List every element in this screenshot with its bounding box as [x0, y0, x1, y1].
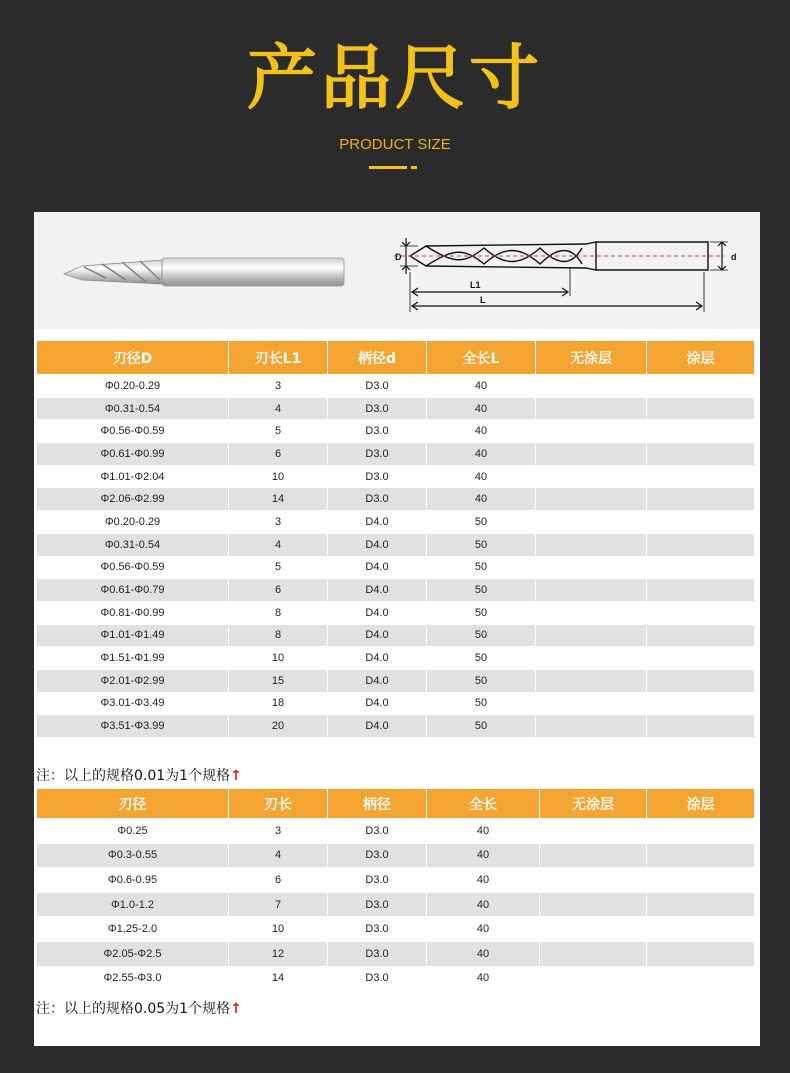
cell-total-length: 40	[427, 420, 536, 443]
col-header-shank-diameter: 柄径	[328, 789, 427, 819]
cell-blade-diameter: Φ0.61-Φ0.99	[37, 443, 229, 466]
cell-uncoated	[536, 443, 647, 466]
cell-uncoated	[540, 819, 647, 844]
cell-blade-diameter: Φ0.20-0.29	[37, 375, 229, 398]
cell-coated	[647, 819, 755, 844]
table-row	[37, 601, 755, 624]
title-accent-bar-dot	[411, 166, 417, 169]
cell-total-length: 40	[427, 892, 540, 917]
cell-coated	[647, 511, 755, 534]
table-row	[37, 375, 755, 398]
col-header-blade-diameter: 刃径	[37, 789, 229, 819]
cell-blade-diameter: Φ1.01-Φ2.04	[37, 465, 229, 488]
cell-total-length: 50	[427, 556, 536, 579]
col-header-uncoated: 无涂层	[540, 789, 647, 819]
table-row	[37, 465, 755, 488]
col-header-blade-diameter: 刃径D	[37, 341, 229, 375]
cell-blade-length: 20	[229, 715, 328, 738]
table-row	[37, 420, 755, 443]
cell-total-length: 40	[427, 966, 540, 991]
cell-shank-diameter: D3.0	[328, 819, 427, 844]
cell-blade-length: 12	[229, 941, 328, 966]
spec-table-2	[36, 788, 755, 991]
cell-blade-length: 5	[229, 556, 328, 579]
cell-shank-diameter: D3.0	[328, 966, 427, 991]
cell-blade-diameter: Φ0.31-0.54	[37, 397, 229, 420]
table-row	[37, 819, 755, 844]
cell-blade-length: 4	[229, 397, 328, 420]
cell-uncoated	[536, 533, 647, 556]
cell-total-length: 50	[427, 647, 536, 670]
cell-blade-length: 15	[229, 669, 328, 692]
table-row	[37, 397, 755, 420]
cell-total-length: 50	[427, 715, 536, 738]
cell-total-length: 50	[427, 511, 536, 534]
cell-blade-length: 14	[229, 966, 328, 991]
col-header-coated: 涂层	[647, 789, 755, 819]
label-D: D	[395, 252, 402, 262]
cell-shank-diameter: D3.0	[328, 465, 427, 488]
cell-blade-length: 10	[229, 647, 328, 670]
table-row	[37, 647, 755, 670]
cell-coated	[647, 420, 755, 443]
cell-total-length: 40	[427, 488, 536, 511]
cell-coated	[647, 465, 755, 488]
cell-blade-length: 14	[229, 488, 328, 511]
cell-blade-length: 8	[229, 624, 328, 647]
cell-blade-diameter: Φ0.61-Φ0.79	[37, 579, 229, 602]
cell-coated	[647, 443, 755, 466]
spec-table-1	[36, 340, 755, 738]
cell-coated	[647, 556, 755, 579]
cell-uncoated	[536, 647, 647, 670]
cell-coated	[647, 941, 755, 966]
cell-total-length: 40	[427, 375, 536, 398]
cell-coated	[647, 692, 755, 715]
table-row	[37, 669, 755, 692]
cell-blade-length: 18	[229, 692, 328, 715]
table-row	[37, 715, 755, 738]
spec-note-2	[36, 998, 242, 1018]
cell-total-length: 40	[427, 465, 536, 488]
table-row	[37, 624, 755, 647]
cell-coated	[647, 579, 755, 602]
cell-total-length: 50	[427, 533, 536, 556]
cell-uncoated	[536, 420, 647, 443]
cell-coated	[647, 917, 755, 942]
cell-blade-diameter: Φ0.3-0.55	[37, 843, 229, 868]
cell-uncoated	[536, 511, 647, 534]
cell-uncoated	[536, 624, 647, 647]
cell-coated	[647, 966, 755, 991]
cell-shank-diameter: D4.0	[328, 511, 427, 534]
cell-coated	[647, 892, 755, 917]
cell-blade-diameter: Φ2.06-Φ2.99	[37, 488, 229, 511]
cell-coated	[647, 669, 755, 692]
cell-shank-diameter: D4.0	[328, 624, 427, 647]
cell-shank-diameter: D3.0	[328, 941, 427, 966]
cell-blade-length: 3	[229, 819, 328, 844]
cell-blade-diameter: Φ2.01-Φ2.99	[37, 669, 229, 692]
cell-blade-diameter: Φ0.20-0.29	[37, 511, 229, 534]
drill-diagram	[34, 212, 760, 329]
cell-total-length: 40	[427, 843, 540, 868]
cell-blade-length: 3	[229, 375, 328, 398]
cell-uncoated	[540, 966, 647, 991]
page-title: 产品尺寸	[247, 37, 543, 119]
cell-total-length: 40	[427, 868, 540, 893]
cell-blade-length: 10	[229, 465, 328, 488]
cell-blade-length: 6	[229, 443, 328, 466]
col-header-total-length: 全长	[427, 789, 540, 819]
cell-uncoated	[536, 556, 647, 579]
spec-panel	[34, 212, 760, 1046]
cell-uncoated	[540, 892, 647, 917]
cell-total-length: 50	[427, 669, 536, 692]
cell-shank-diameter: D3.0	[328, 843, 427, 868]
cell-uncoated	[536, 669, 647, 692]
cell-shank-diameter: D4.0	[328, 692, 427, 715]
cell-coated	[647, 868, 755, 893]
table-row	[37, 556, 755, 579]
title-accent-bar	[369, 166, 407, 169]
cell-blade-diameter: Φ1.25-2.0	[37, 917, 229, 942]
cell-blade-length: 8	[229, 601, 328, 624]
drill-technical-drawing	[394, 238, 728, 312]
cell-uncoated	[536, 579, 647, 602]
cell-blade-length: 10	[229, 917, 328, 942]
cell-blade-length: 4	[229, 533, 328, 556]
cell-uncoated	[536, 465, 647, 488]
page-subtitle: PRODUCT SIZE	[339, 136, 451, 153]
cell-uncoated	[540, 917, 647, 942]
cell-coated	[647, 624, 755, 647]
cell-shank-diameter: D3.0	[328, 917, 427, 942]
cell-blade-diameter: Φ0.56-Φ0.59	[37, 556, 229, 579]
cell-shank-diameter: D4.0	[328, 647, 427, 670]
table-row	[37, 533, 755, 556]
cell-coated	[647, 843, 755, 868]
cell-blade-length: 6	[229, 868, 328, 893]
table-row	[37, 692, 755, 715]
cell-uncoated	[536, 715, 647, 738]
cell-coated	[647, 533, 755, 556]
table-row	[37, 868, 755, 893]
cell-shank-diameter: D3.0	[328, 488, 427, 511]
cell-blade-diameter: Φ1.0-1.2	[37, 892, 229, 917]
table-row	[37, 917, 755, 942]
col-header-total-length: 全长L	[427, 341, 536, 375]
cell-blade-diameter: Φ0.56-Φ0.59	[37, 420, 229, 443]
cell-shank-diameter: D4.0	[328, 556, 427, 579]
cell-blade-diameter: Φ0.31-0.54	[37, 533, 229, 556]
table-row	[37, 892, 755, 917]
cell-shank-diameter: D4.0	[328, 579, 427, 602]
cell-coated	[647, 397, 755, 420]
note-text: 注：以上的规格0.01为1个规格	[36, 768, 231, 784]
cell-uncoated	[536, 601, 647, 624]
col-header-blade-length: 刃长L1	[229, 341, 328, 375]
cell-blade-length: 7	[229, 892, 328, 917]
up-arrow-icon: ↑	[230, 768, 242, 784]
table-row	[37, 966, 755, 991]
cell-uncoated	[536, 397, 647, 420]
table-row	[37, 579, 755, 602]
cell-blade-diameter: Φ2.05-Φ2.5	[37, 941, 229, 966]
col-header-coated: 涂层	[647, 341, 755, 375]
cell-blade-diameter: Φ0.6-0.95	[37, 868, 229, 893]
cell-shank-diameter: D3.0	[328, 892, 427, 917]
cell-coated	[647, 715, 755, 738]
cell-coated	[647, 601, 755, 624]
cell-blade-length: 3	[229, 511, 328, 534]
cell-total-length: 50	[427, 692, 536, 715]
cell-shank-diameter: D3.0	[328, 420, 427, 443]
cell-shank-diameter: D4.0	[328, 533, 427, 556]
cell-shank-diameter: D3.0	[328, 397, 427, 420]
cell-blade-diameter: Φ1.51-Φ1.99	[37, 647, 229, 670]
table-row	[37, 488, 755, 511]
table-row	[37, 511, 755, 534]
label-L1: L1	[470, 280, 481, 290]
col-header-uncoated: 无涂层	[536, 341, 647, 375]
cell-uncoated	[536, 375, 647, 398]
label-L: L	[480, 295, 486, 305]
cell-coated	[647, 647, 755, 670]
cell-total-length: 50	[427, 601, 536, 624]
table-row	[37, 941, 755, 966]
cell-total-length: 50	[427, 579, 536, 602]
cell-uncoated	[536, 488, 647, 511]
cell-total-length: 40	[427, 397, 536, 420]
cell-total-length: 40	[427, 819, 540, 844]
note-text: 注：以上的规格0.05为1个规格	[36, 1001, 231, 1017]
cell-coated	[647, 375, 755, 398]
cell-total-length: 40	[427, 443, 536, 466]
cell-blade-length: 6	[229, 579, 328, 602]
cell-coated	[647, 488, 755, 511]
cell-total-length: 40	[427, 941, 540, 966]
cell-shank-diameter: D3.0	[328, 375, 427, 398]
col-header-blade-length: 刃长	[229, 789, 328, 819]
table-header-row	[37, 789, 755, 819]
cell-shank-diameter: D4.0	[328, 715, 427, 738]
col-header-shank-diameter: 柄径d	[328, 341, 427, 375]
cell-blade-length: 4	[229, 843, 328, 868]
cell-uncoated	[540, 843, 647, 868]
cell-blade-diameter: Φ1.01-Φ1.49	[37, 624, 229, 647]
cell-shank-diameter: D3.0	[328, 868, 427, 893]
table-header-row	[37, 341, 755, 375]
cell-shank-diameter: D4.0	[328, 601, 427, 624]
cell-total-length: 50	[427, 624, 536, 647]
spec-note-1	[36, 765, 242, 785]
cell-blade-length: 5	[229, 420, 328, 443]
cell-uncoated	[540, 941, 647, 966]
up-arrow-icon: ↑	[230, 1001, 242, 1017]
table-row	[37, 443, 755, 466]
cell-blade-diameter: Φ0.81-Φ0.99	[37, 601, 229, 624]
cell-uncoated	[540, 868, 647, 893]
cell-shank-diameter: D4.0	[328, 669, 427, 692]
cell-blade-diameter: Φ3.51-Φ3.99	[37, 715, 229, 738]
table-row	[37, 843, 755, 868]
cell-blade-diameter: Φ0.25	[37, 819, 229, 844]
label-d: d	[731, 252, 737, 262]
cell-blade-diameter: Φ3.01-Φ3.49	[37, 692, 229, 715]
cell-total-length: 40	[427, 917, 540, 942]
drill-photo	[64, 258, 344, 286]
cell-shank-diameter: D3.0	[328, 443, 427, 466]
cell-blade-diameter: Φ2.55-Φ3.0	[37, 966, 229, 991]
cell-uncoated	[536, 692, 647, 715]
